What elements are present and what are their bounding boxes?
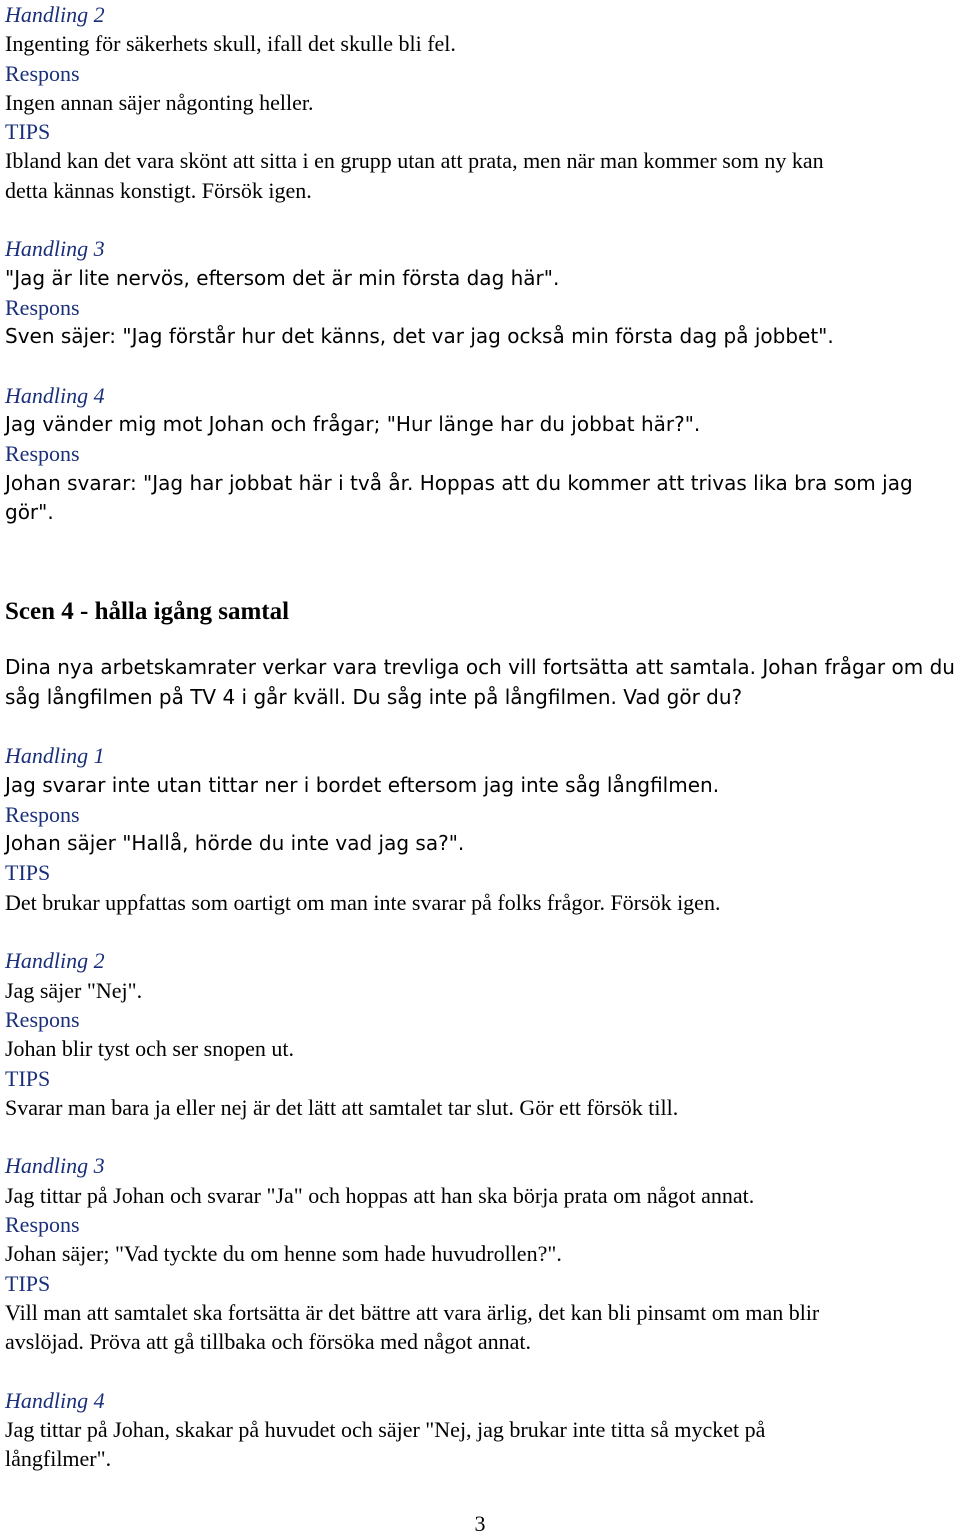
action-label: Handling 3 xyxy=(5,1153,105,1179)
response-label: Respons xyxy=(5,60,80,86)
action-text: Jag tittar på Johan och svarar "Ja" och hoppas att han ska börja prata om något annat. xyxy=(5,1182,755,1208)
response-label: Respons xyxy=(5,1211,80,1237)
tips-label: TIPS xyxy=(5,1065,51,1091)
tips-text: Ibland kan det vara skönt att sitta i en grupp utan att prata, men när man kommer som ny kan xyxy=(5,148,824,174)
response-text: Johan svarar: "Jag har jobbat här i två år. Hoppas att du kommer att trivas lika bra som jag xyxy=(5,470,913,495)
action-text: långfilmer". xyxy=(5,1446,112,1472)
action-text: Jag vänder mig mot Johan och frågar; "Hur länge har du jobbat här?". xyxy=(5,412,701,437)
section-heading: Scen 4 - hålla igång samtal xyxy=(5,598,290,626)
intro-text: såg långfilmen på TV 4 i går kväll. Du såg inte på långfilmen. Vad gör du? xyxy=(5,684,743,709)
response-text: Johan säjer "Hallå, hörde du inte vad jag sa?". xyxy=(5,831,465,856)
tips-text: Svarar man bara ja eller nej är det lätt att samtalet tar slut. Gör ett försök till. xyxy=(5,1094,679,1120)
response-text: Johan säjer; "Vad tyckte du om henne som hade huvudrollen?". xyxy=(5,1241,562,1267)
action-text: Jag tittar på Johan, skakar på huvudet och säjer "Nej, jag brukar inte titta så mycket på xyxy=(5,1417,766,1443)
action-label: Handling 1 xyxy=(5,743,105,769)
action-text: Ingenting för säkerhets skull, ifall det skulle bli fel. xyxy=(5,31,456,57)
action-text: Jag säjer "Nej". xyxy=(5,977,143,1003)
tips-text: Vill man att samtalet ska fortsätta är det bättre att vara ärlig, det kan bli pinsamt om man blir xyxy=(5,1299,820,1325)
tips-text: avslöjad. Pröva att gå tillbaka och försöka med något annat. xyxy=(5,1329,532,1355)
tips-text: detta kännas konstigt. Försök igen. xyxy=(5,177,312,203)
response-label: Respons xyxy=(5,294,80,320)
action-label: Handling 3 xyxy=(5,236,105,262)
action-label: Handling 2 xyxy=(5,2,105,27)
response-text: Johan blir tyst och ser snopen ut. xyxy=(5,1036,295,1062)
response-label: Respons xyxy=(5,1006,80,1032)
action-text: "Jag är lite nervös, eftersom det är min första dag här". xyxy=(5,265,560,290)
response-label: Respons xyxy=(5,801,80,827)
action-label: Handling 4 xyxy=(5,1387,105,1413)
response-label: Respons xyxy=(5,441,80,467)
response-text: Ingen annan säjer någonting heller. xyxy=(5,89,314,115)
tips-label: TIPS xyxy=(5,1270,51,1296)
intro-text: Dina nya arbetskamrater verkar vara trevliga och vill fortsätta att samtala. Johan frågar om du xyxy=(5,655,955,680)
action-label: Handling 4 xyxy=(5,382,105,408)
action-text: Jag svarar inte utan tittar ner i bordet eftersom jag inte såg långfilmen. xyxy=(5,772,720,797)
document-page xyxy=(5,0,957,1474)
response-text: gör". xyxy=(5,500,54,525)
response-text: Sven säjer: "Jag förstår hur det känns, det var jag också min första dag på jobbet". xyxy=(5,324,834,349)
page-number: 3 xyxy=(474,1511,486,1536)
tips-text: Det brukar uppfattas som oartigt om man inte svarar på folks frågor. Försök igen. xyxy=(5,889,721,915)
tips-label: TIPS xyxy=(5,119,51,145)
action-label: Handling 2 xyxy=(5,948,105,974)
tips-label: TIPS xyxy=(5,860,51,886)
